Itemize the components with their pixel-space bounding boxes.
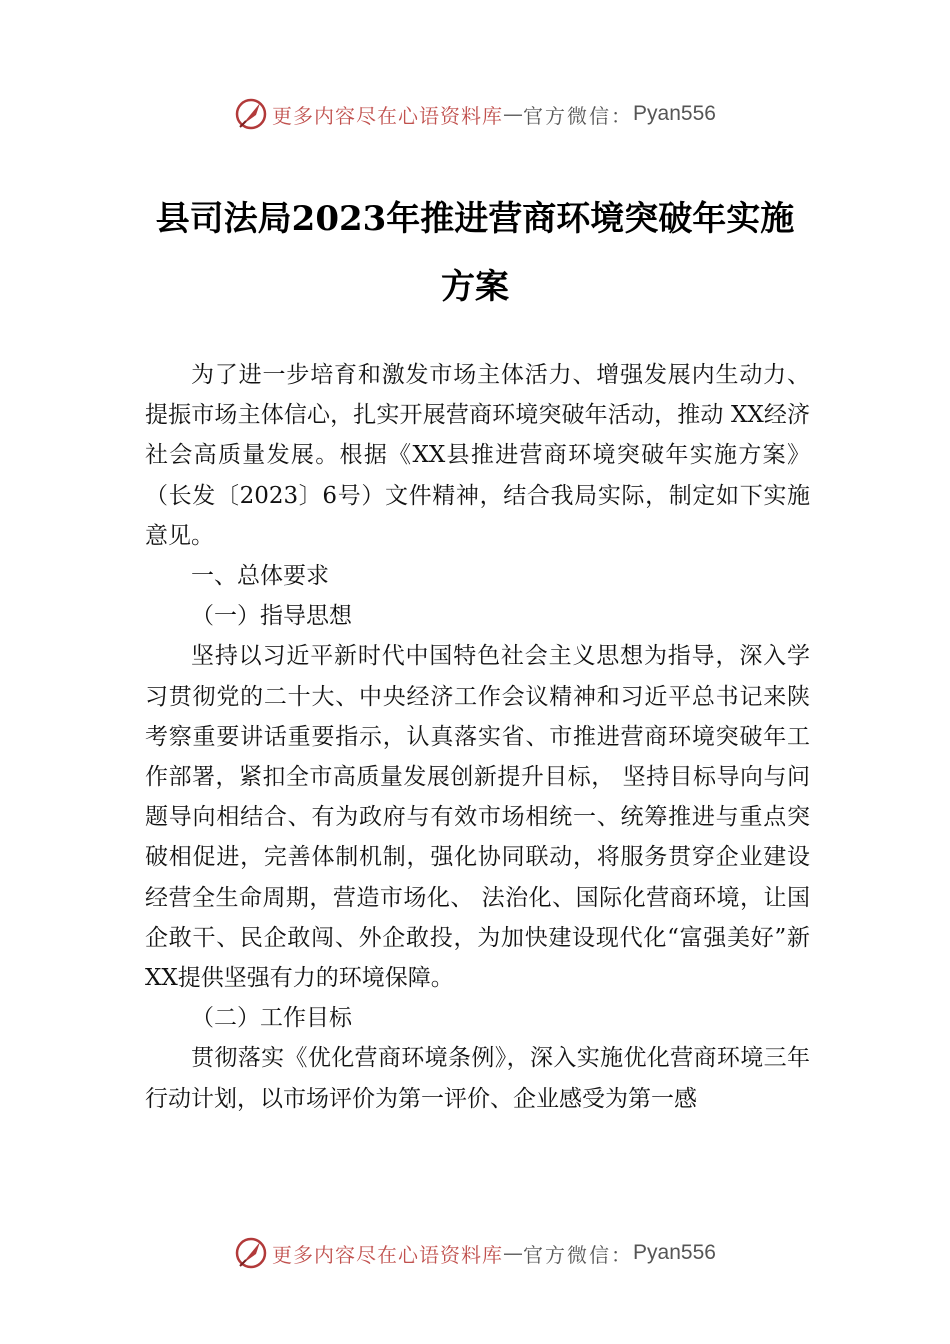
subsection-heading-work-goals: （二）工作目标 (191, 1005, 352, 1032)
guiding-ideology-paragraph: 坚持以习近平新时代中国特色社会主义思想为指导，深入学习贯彻党的二十大、中央经济工作会议精神和习近平总书记来陕考察重要讲话重要指示，认真落实省、市推进营商环境突破年工作部署，紧扣全市高质量发展创新提升目标， 坚持目标导向与问题导向相结合、有为政府与有效市场相统一、统筹推进与重点突破相促进，完善体制机制，强化协同联动，将服务贯穿企业建设经营全生命周期，营造市场化、 法治化、国际化营商环境，让国企敢干、民企敢闯、外企敢投，为加快建设现代化“富强美好”新 XX提供坚强有力的环境保障。 (145, 643, 810, 992)
watermark-separator: — (503, 102, 524, 126)
title-line-2: 方案 (441, 267, 509, 307)
header-watermark (0, 94, 950, 134)
watermark-wechat-label: 官方微信： (523, 1242, 634, 1267)
watermark-site-text: 更多内容尽在心语资料库 (272, 1242, 504, 1267)
title-line-1: 县司法局2023年推进营商环境突破年实施 (155, 199, 795, 239)
work-goals-paragraph: 贯彻落实《优化营商环境条例》，深入实施优化营商环境三年行动计划，以市场评价为第一评价、企业感受为第一感 (145, 1045, 810, 1112)
watermark-site-text: 更多内容尽在心语资料库 (272, 103, 504, 128)
watermark-wechat-label: 官方微信： (523, 103, 634, 128)
document-body (145, 355, 810, 1119)
section-heading-general-requirements: 一、总体要求 (191, 563, 329, 590)
watermark-wechat-id: Pyan556 (633, 1241, 716, 1264)
subsection-heading-guiding-ideology: （一）指导思想 (191, 603, 352, 630)
quill-logo-icon (234, 1236, 268, 1270)
footer-watermark (0, 1233, 950, 1273)
document-title (130, 185, 820, 321)
quill-logo-icon (234, 97, 268, 131)
watermark-wechat-id: Pyan556 (633, 102, 716, 125)
intro-paragraph: 为了进一步培育和激发市场主体活力、增强发展内生动力、提振市场主体信心，扎实开展营商环境突破年活动，推动 XX经济社会高质量发展。根据《XX县推进营商环境突破年实施方案》（长发〔2023〕6号）文件精神，结合我局实际，制定如下实施意见。 (145, 362, 810, 549)
watermark-separator: — (503, 1241, 524, 1265)
